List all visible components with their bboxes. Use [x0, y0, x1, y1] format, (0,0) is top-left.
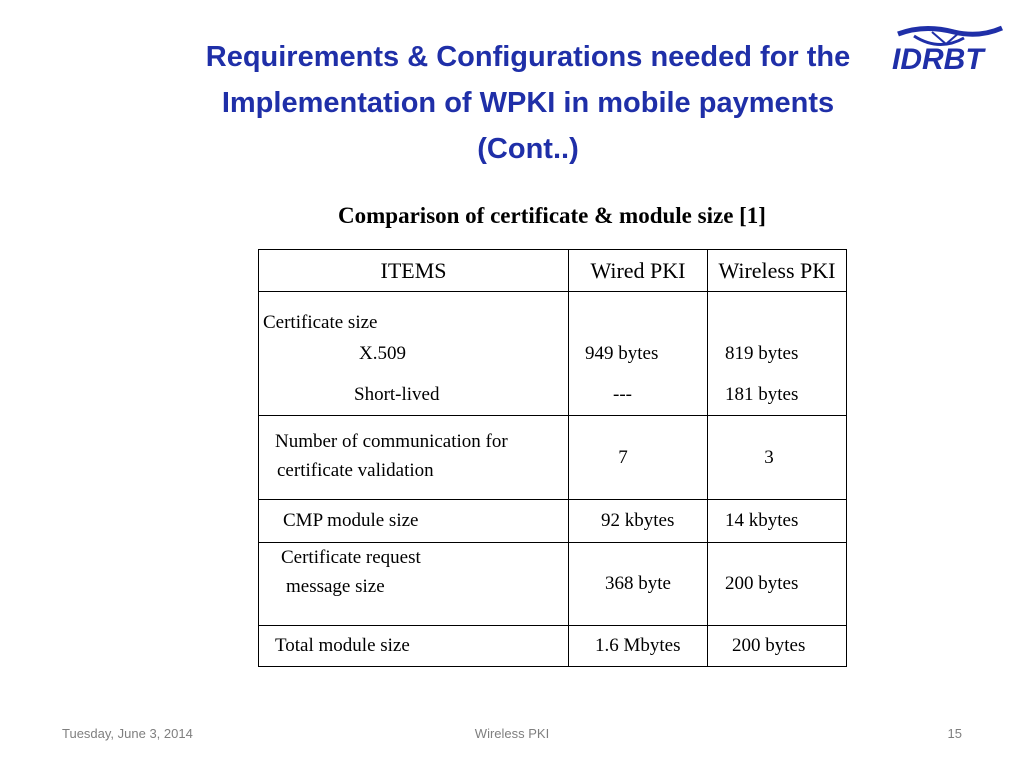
table-caption: Comparison of certificate & module size [1] [338, 203, 766, 228]
row-label: Total module size [275, 635, 410, 656]
table-row [259, 292, 847, 416]
wireless-cell [708, 416, 847, 500]
wired-value: 1.6 Mbytes [595, 635, 681, 656]
page-number: 15 [947, 726, 962, 741]
wired-value: 92 kbytes [601, 510, 675, 531]
sub-row-label: Short-lived [354, 384, 440, 405]
row-label-line-1: Number of communication for [275, 431, 508, 452]
row-label-line-2: message size [286, 576, 385, 597]
wireless-cell [708, 626, 847, 667]
wireless-value: 200 bytes [732, 635, 806, 656]
title-line-1: Requirements & Configurations needed for the [205, 41, 851, 73]
title-line-2: Implementation of WPKI in mobile payments [221, 87, 835, 119]
table-row [259, 626, 847, 667]
wired-value: 7 [618, 446, 628, 468]
idrbt-logo [884, 22, 1008, 76]
header-wireless-pki: Wireless PKI [708, 250, 847, 292]
row-label-cell [259, 292, 569, 416]
wireless-value: 181 bytes [725, 384, 799, 405]
header-wired-pki: Wired PKI [569, 250, 708, 292]
wireless-value: 200 bytes [725, 573, 799, 594]
sub-row-label: X.509 [359, 343, 406, 364]
row-label-line-1: Certificate request [281, 547, 421, 568]
row-label-cell [259, 416, 569, 500]
footer-date: Tuesday, June 3, 2014 [62, 726, 193, 741]
wireless-cell [708, 543, 847, 626]
wireless-cell [708, 292, 847, 416]
wired-cell [569, 416, 708, 500]
wired-cell [569, 626, 708, 667]
footer-title: Wireless PKI [474, 726, 550, 741]
wired-value: --- [613, 384, 632, 405]
row-label-cell [259, 543, 569, 626]
row-label-cell [259, 626, 569, 667]
comparison-table [258, 249, 847, 667]
table-header-row [259, 250, 847, 292]
wired-cell [569, 292, 708, 416]
slide-title [118, 34, 938, 172]
wireless-value: 819 bytes [725, 343, 799, 364]
title-line-3: (Cont..) [477, 133, 579, 165]
wireless-cell [708, 500, 847, 543]
row-label: CMP module size [283, 510, 419, 531]
table-row [259, 500, 847, 543]
wired-cell [569, 543, 708, 626]
wired-value: 368 byte [605, 573, 671, 594]
wired-value: 949 bytes [585, 343, 659, 364]
wireless-value: 3 [764, 446, 774, 468]
logo-text: IDRBT [892, 43, 984, 76]
wireless-value: 14 kbytes [725, 510, 799, 531]
row-label-cell [259, 500, 569, 543]
table-row [259, 416, 847, 500]
header-items: ITEMS [259, 250, 569, 292]
row-label-line-2: certificate validation [277, 460, 434, 481]
wired-cell [569, 500, 708, 543]
row-label: Certificate size [263, 312, 378, 333]
table-row [259, 543, 847, 626]
